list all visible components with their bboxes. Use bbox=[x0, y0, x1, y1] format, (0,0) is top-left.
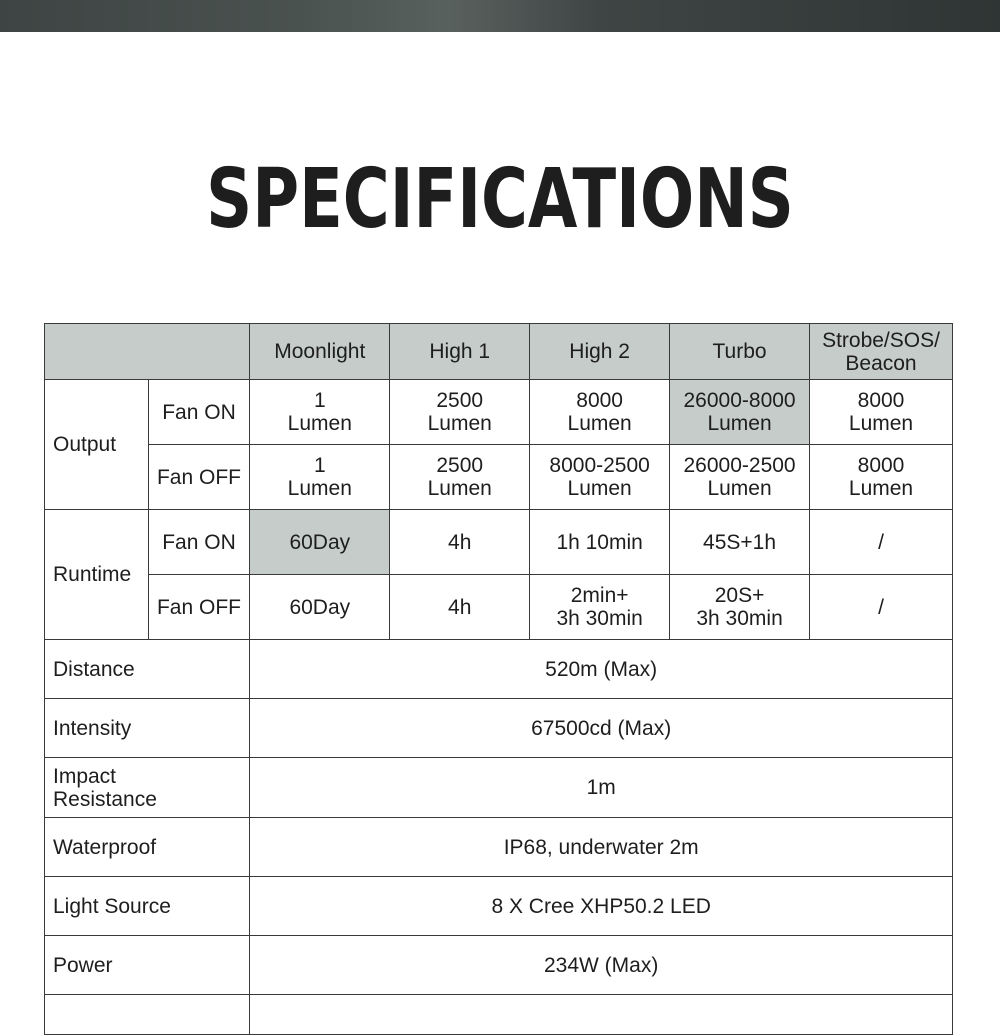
power-label: Power bbox=[45, 936, 250, 995]
specifications-table bbox=[44, 323, 953, 1035]
waterproof-label: Waterproof bbox=[45, 818, 250, 877]
power-value: 234W (Max) bbox=[250, 936, 953, 995]
table-row bbox=[45, 575, 953, 640]
table-row-partial bbox=[45, 995, 953, 1035]
table-cell: 4h bbox=[390, 510, 530, 575]
table-row bbox=[45, 758, 953, 818]
table-cell: / bbox=[810, 575, 953, 640]
header-empty-cell bbox=[45, 324, 250, 380]
table-row bbox=[45, 936, 953, 995]
table-header-row bbox=[45, 324, 953, 380]
table-row bbox=[45, 699, 953, 758]
top-banner-bar bbox=[0, 0, 1000, 32]
table-cell: 26000-2500 Lumen bbox=[670, 445, 810, 510]
table-cell: 20S+ 3h 30min bbox=[670, 575, 810, 640]
header-cell-high1: High 1 bbox=[390, 324, 530, 380]
intensity-label: Intensity bbox=[45, 699, 250, 758]
table-cell: 1h 10min bbox=[530, 510, 670, 575]
fan-off-label: Fan OFF bbox=[148, 445, 250, 510]
table-cell: 2min+ 3h 30min bbox=[530, 575, 670, 640]
waterproof-value: IP68, underwater 2m bbox=[250, 818, 953, 877]
table-cell: 4h bbox=[390, 575, 530, 640]
table-row bbox=[45, 877, 953, 936]
table-cell: 8000 Lumen bbox=[810, 380, 953, 445]
light-source-label: Light Source bbox=[45, 877, 250, 936]
page-title: SPECIFICATIONS bbox=[206, 152, 794, 247]
table-row bbox=[45, 818, 953, 877]
table-row bbox=[45, 510, 953, 575]
table-row bbox=[45, 445, 953, 510]
fan-off-label: Fan OFF bbox=[148, 575, 250, 640]
intensity-value: 67500cd (Max) bbox=[250, 699, 953, 758]
table-cell: 8000 Lumen bbox=[530, 380, 670, 445]
impact-resistance-value: 1m bbox=[250, 758, 953, 818]
table-cell-highlighted: 60Day bbox=[250, 510, 390, 575]
table-cell: 60Day bbox=[250, 575, 390, 640]
light-source-value: 8 X Cree XHP50.2 LED bbox=[250, 877, 953, 936]
output-label: Output bbox=[45, 380, 149, 510]
table-row bbox=[45, 640, 953, 699]
header-cell-turbo: Turbo bbox=[670, 324, 810, 380]
header-cell-strobe: Strobe/SOS/ Beacon bbox=[810, 324, 953, 380]
table-cell-empty bbox=[45, 995, 250, 1035]
table-cell-empty bbox=[250, 995, 953, 1035]
table-cell: 2500 Lumen bbox=[390, 380, 530, 445]
runtime-label: Runtime bbox=[45, 510, 149, 640]
fan-on-label: Fan ON bbox=[148, 380, 250, 445]
distance-value: 520m (Max) bbox=[250, 640, 953, 699]
table-cell: 8000-2500 Lumen bbox=[530, 445, 670, 510]
table-cell: 45S+1h bbox=[670, 510, 810, 575]
table-cell: 1 Lumen bbox=[250, 445, 390, 510]
table-cell: / bbox=[810, 510, 953, 575]
header-cell-moonlight: Moonlight bbox=[250, 324, 390, 380]
table-cell: 1 Lumen bbox=[250, 380, 390, 445]
distance-label: Distance bbox=[45, 640, 250, 699]
table-cell: 2500 Lumen bbox=[390, 445, 530, 510]
impact-resistance-label: Impact Resistance bbox=[45, 758, 250, 818]
table-row bbox=[45, 380, 953, 445]
header-cell-high2: High 2 bbox=[530, 324, 670, 380]
table-cell: 8000 Lumen bbox=[810, 445, 953, 510]
table-cell-highlighted: 26000-8000 Lumen bbox=[670, 380, 810, 445]
fan-on-label: Fan ON bbox=[148, 510, 250, 575]
